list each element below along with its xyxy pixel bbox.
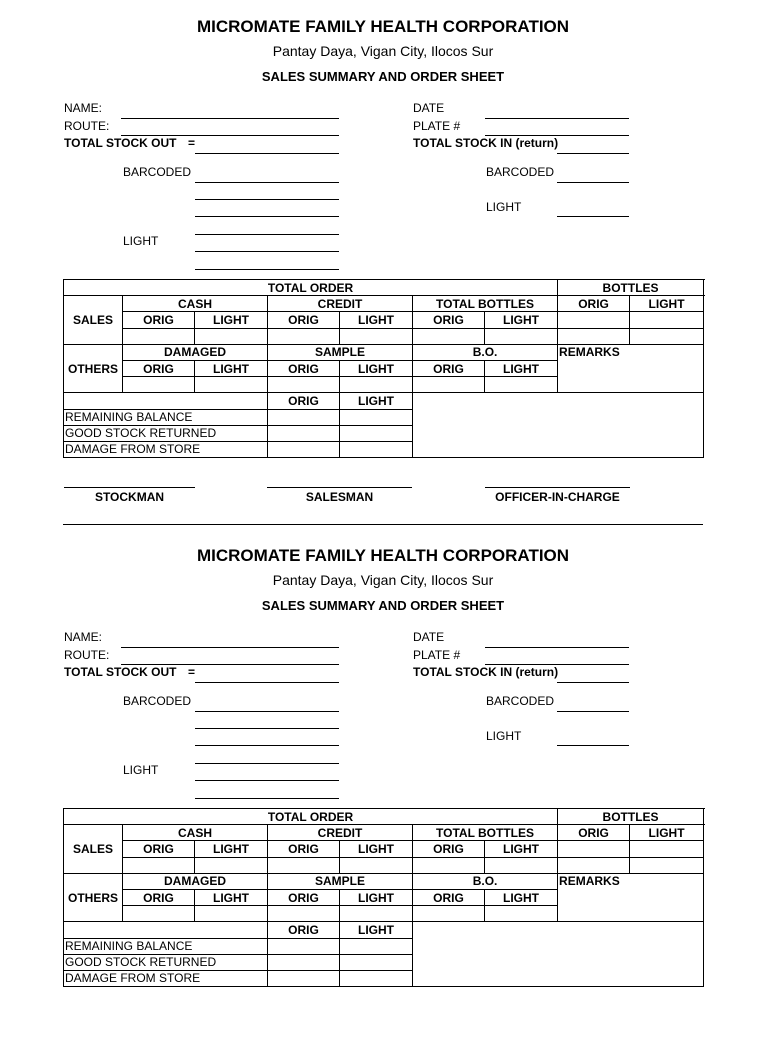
embossed-light-header: LIGHT bbox=[630, 296, 704, 312]
sales-label: SALES bbox=[64, 296, 123, 345]
bottles-orig-cell[interactable] bbox=[413, 328, 485, 344]
order-table bbox=[63, 808, 704, 987]
embossed-orig-cell[interactable] bbox=[558, 857, 630, 873]
company-name: MICROMATE FAMILY HEALTH CORPORATION bbox=[196, 17, 570, 36]
credit-orig-header: ORIG bbox=[268, 841, 340, 857]
route-label: ROUTE: bbox=[64, 648, 110, 662]
barcoded-line[interactable] bbox=[195, 199, 339, 200]
remaining-balance-light-cell[interactable] bbox=[340, 409, 413, 425]
sample-header: SAMPLE bbox=[268, 344, 413, 360]
sample-light-cell[interactable] bbox=[340, 377, 413, 393]
cash-light-cell[interactable] bbox=[195, 857, 268, 873]
light-return-line[interactable] bbox=[557, 216, 629, 217]
bottles-orig-cell[interactable] bbox=[413, 857, 485, 873]
name-line[interactable] bbox=[121, 118, 339, 119]
barcoded-label: BARCODED bbox=[123, 694, 192, 708]
damage-from-store-light-cell[interactable] bbox=[340, 970, 413, 986]
bottles-orig-header: ORIG bbox=[413, 841, 485, 857]
bo-orig-cell[interactable] bbox=[413, 377, 485, 393]
bottles-light-cell[interactable] bbox=[485, 328, 558, 344]
bo-header: B.O. bbox=[413, 344, 558, 360]
damaged-light-cell[interactable] bbox=[195, 377, 268, 393]
total-order-header: TOTAL ORDER bbox=[64, 280, 558, 296]
light-line[interactable] bbox=[195, 269, 339, 270]
credit-orig-cell[interactable] bbox=[268, 857, 340, 873]
embossed-orig-cell[interactable] bbox=[558, 841, 630, 857]
date-line[interactable] bbox=[485, 118, 629, 119]
remaining-balance-orig-cell[interactable] bbox=[268, 938, 340, 954]
date-label: DATE bbox=[413, 630, 445, 644]
sample-orig-cell[interactable] bbox=[268, 377, 340, 393]
light-return-line[interactable] bbox=[557, 745, 629, 746]
remaining-balance-label: REMAINING BALANCE bbox=[64, 938, 268, 954]
damaged-orig-header: ORIG bbox=[123, 360, 195, 376]
damaged-orig-cell[interactable] bbox=[123, 377, 195, 393]
bo-orig-header: ORIG bbox=[413, 889, 485, 905]
cash-orig-header: ORIG bbox=[123, 841, 195, 857]
cash-light-header: LIGHT bbox=[195, 841, 268, 857]
total-stock-in-label: TOTAL STOCK IN (return) bbox=[413, 665, 559, 679]
salesman-label: SALESMAN bbox=[305, 490, 374, 504]
credit-light-cell[interactable] bbox=[340, 857, 413, 873]
summary-light-header: LIGHT bbox=[340, 393, 413, 409]
sample-orig-header: ORIG bbox=[268, 889, 340, 905]
remaining-balance-orig-cell[interactable] bbox=[268, 409, 340, 425]
bo-orig-header: ORIG bbox=[413, 360, 485, 376]
name-label: NAME: bbox=[64, 630, 103, 644]
bo-light-header: LIGHT bbox=[485, 889, 558, 905]
credit-header: CREDIT bbox=[268, 825, 413, 841]
embossed-orig-header: ORIG bbox=[558, 825, 630, 841]
order-sheet-1 bbox=[0, 0, 768, 520]
blank-area bbox=[413, 922, 704, 987]
sample-orig-header: ORIG bbox=[268, 360, 340, 376]
light-line[interactable] bbox=[195, 780, 339, 781]
company-name: MICROMATE FAMILY HEALTH CORPORATION bbox=[196, 546, 570, 565]
damage-from-store-orig-cell[interactable] bbox=[268, 970, 340, 986]
total-order-header: TOTAL ORDER bbox=[64, 809, 558, 825]
sheet-title: SALES SUMMARY AND ORDER SHEET bbox=[261, 598, 505, 613]
damaged-light-cell[interactable] bbox=[195, 906, 268, 922]
bottles-header: BOTTLES bbox=[558, 809, 704, 825]
light-line[interactable] bbox=[195, 798, 339, 799]
credit-header: CREDIT bbox=[268, 296, 413, 312]
sample-light-cell[interactable] bbox=[340, 906, 413, 922]
sample-header: SAMPLE bbox=[268, 873, 413, 889]
damaged-header: DAMAGED bbox=[123, 344, 268, 360]
total-stock-out-label: TOTAL STOCK OUT bbox=[64, 136, 177, 150]
bottles-orig-header: ORIG bbox=[413, 312, 485, 328]
barcoded-line[interactable] bbox=[195, 728, 339, 729]
credit-orig-cell[interactable] bbox=[268, 328, 340, 344]
blank-area bbox=[413, 393, 704, 458]
sample-light-header: LIGHT bbox=[340, 360, 413, 376]
total-stock-out-line[interactable] bbox=[195, 682, 339, 683]
embossed-orig-cell[interactable] bbox=[558, 328, 630, 344]
light-label: LIGHT bbox=[123, 763, 159, 777]
damaged-orig-cell[interactable] bbox=[123, 906, 195, 922]
light-line[interactable] bbox=[195, 763, 339, 764]
good-stock-light-cell[interactable] bbox=[340, 425, 413, 441]
damaged-light-header: LIGHT bbox=[195, 360, 268, 376]
embossed-light-header: LIGHT bbox=[630, 825, 704, 841]
damage-from-store-label: DAMAGE FROM STORE bbox=[64, 970, 268, 986]
bottles-light-header: LIGHT bbox=[485, 841, 558, 857]
light-return-label: LIGHT bbox=[486, 200, 522, 214]
bo-header: B.O. bbox=[413, 873, 558, 889]
damage-from-store-light-cell[interactable] bbox=[340, 441, 413, 457]
bo-light-cell[interactable] bbox=[485, 377, 558, 393]
embossed-light-cell[interactable] bbox=[630, 328, 704, 344]
barcoded-return-line[interactable] bbox=[557, 711, 629, 712]
cash-light-cell[interactable] bbox=[195, 328, 268, 344]
company-address: Pantay Daya, Vigan City, Ilocos Sur bbox=[272, 43, 494, 59]
cash-orig-cell[interactable] bbox=[123, 328, 195, 344]
plate-label: PLATE # bbox=[413, 648, 461, 662]
embossed-light-cell[interactable] bbox=[630, 312, 704, 328]
embossed-light-cell[interactable] bbox=[630, 857, 704, 873]
credit-light-cell[interactable] bbox=[340, 328, 413, 344]
salesman-signature-line[interactable] bbox=[267, 487, 412, 488]
good-stock-returned-label: GOOD STOCK RETURNED bbox=[64, 954, 268, 970]
good-stock-returned-label: GOOD STOCK RETURNED bbox=[64, 425, 268, 441]
name-line[interactable] bbox=[121, 647, 339, 648]
order-table bbox=[63, 279, 704, 458]
credit-light-header: LIGHT bbox=[340, 841, 413, 857]
total-stock-in-line[interactable] bbox=[557, 682, 629, 683]
cash-header: CASH bbox=[123, 296, 268, 312]
good-stock-light-cell[interactable] bbox=[340, 954, 413, 970]
barcoded-label: BARCODED bbox=[123, 165, 192, 179]
total-stock-in-label: TOTAL STOCK IN (return) bbox=[413, 136, 559, 150]
bottles-light-cell[interactable] bbox=[485, 857, 558, 873]
sample-orig-cell[interactable] bbox=[268, 906, 340, 922]
bo-light-header: LIGHT bbox=[485, 360, 558, 376]
barcoded-line[interactable] bbox=[195, 745, 339, 746]
total-stock-out-line[interactable] bbox=[195, 153, 339, 154]
remaining-balance-light-cell[interactable] bbox=[340, 938, 413, 954]
cash-orig-cell[interactable] bbox=[123, 857, 195, 873]
remarks-cell[interactable]: REMARKS bbox=[558, 873, 704, 922]
embossed-orig-header: ORIG bbox=[558, 296, 630, 312]
route-label: ROUTE: bbox=[64, 119, 110, 133]
barcoded-line[interactable] bbox=[195, 711, 339, 712]
equals-sign: = bbox=[188, 136, 196, 150]
officer-signature-line[interactable] bbox=[485, 487, 630, 488]
cash-orig-header: ORIG bbox=[123, 312, 195, 328]
date-label: DATE bbox=[413, 101, 445, 115]
barcoded-return-label: BARCODED bbox=[486, 694, 555, 708]
remarks-cell[interactable]: REMARKS bbox=[558, 344, 704, 393]
sales-label: SALES bbox=[64, 825, 123, 874]
officer-label: OFFICER-IN-CHARGE bbox=[495, 490, 620, 504]
barcoded-return-line[interactable] bbox=[557, 182, 629, 183]
equals-sign: = bbox=[188, 665, 196, 679]
credit-orig-header: ORIG bbox=[268, 312, 340, 328]
damaged-orig-header: ORIG bbox=[123, 889, 195, 905]
total-bottles-header: TOTAL BOTTLES bbox=[413, 296, 558, 312]
embossed-orig-cell[interactable] bbox=[558, 312, 630, 328]
bo-light-cell[interactable] bbox=[485, 906, 558, 922]
bottles-light-header: LIGHT bbox=[485, 312, 558, 328]
bottles-header: BOTTLES bbox=[558, 280, 704, 296]
sample-light-header: LIGHT bbox=[340, 889, 413, 905]
bo-orig-cell[interactable] bbox=[413, 906, 485, 922]
total-stock-in-line[interactable] bbox=[557, 153, 629, 154]
sheet-title: SALES SUMMARY AND ORDER SHEET bbox=[261, 69, 505, 84]
barcoded-return-label: BARCODED bbox=[486, 165, 555, 179]
others-label: OTHERS bbox=[64, 873, 123, 922]
barcoded-line[interactable] bbox=[195, 182, 339, 183]
light-line[interactable] bbox=[195, 234, 339, 235]
remaining-balance-label: REMAINING BALANCE bbox=[64, 409, 268, 425]
good-stock-orig-cell[interactable] bbox=[268, 954, 340, 970]
good-stock-orig-cell[interactable] bbox=[268, 425, 340, 441]
company-address: Pantay Daya, Vigan City, Ilocos Sur bbox=[272, 572, 494, 588]
credit-light-header: LIGHT bbox=[340, 312, 413, 328]
summary-light-header: LIGHT bbox=[340, 922, 413, 938]
light-line[interactable] bbox=[195, 251, 339, 252]
date-line[interactable] bbox=[485, 647, 629, 648]
others-label: OTHERS bbox=[64, 344, 123, 393]
total-stock-out-label: TOTAL STOCK OUT bbox=[64, 665, 177, 679]
barcoded-line[interactable] bbox=[195, 216, 339, 217]
summary-orig-header: ORIG bbox=[268, 922, 340, 938]
light-return-label: LIGHT bbox=[486, 729, 522, 743]
name-label: NAME: bbox=[64, 101, 103, 115]
order-sheet-2 bbox=[0, 529, 768, 1049]
separator-line bbox=[63, 524, 703, 525]
damage-from-store-orig-cell[interactable] bbox=[268, 441, 340, 457]
light-label: LIGHT bbox=[123, 234, 159, 248]
cash-light-header: LIGHT bbox=[195, 312, 268, 328]
total-bottles-header: TOTAL BOTTLES bbox=[413, 825, 558, 841]
stockman-label: STOCKMAN bbox=[94, 490, 165, 504]
stockman-signature-line[interactable] bbox=[64, 487, 195, 488]
cash-header: CASH bbox=[123, 825, 268, 841]
plate-label: PLATE # bbox=[413, 119, 461, 133]
damage-from-store-label: DAMAGE FROM STORE bbox=[64, 441, 268, 457]
embossed-light-cell[interactable] bbox=[630, 841, 704, 857]
summary-orig-header: ORIG bbox=[268, 393, 340, 409]
damaged-light-header: LIGHT bbox=[195, 889, 268, 905]
damaged-header: DAMAGED bbox=[123, 873, 268, 889]
